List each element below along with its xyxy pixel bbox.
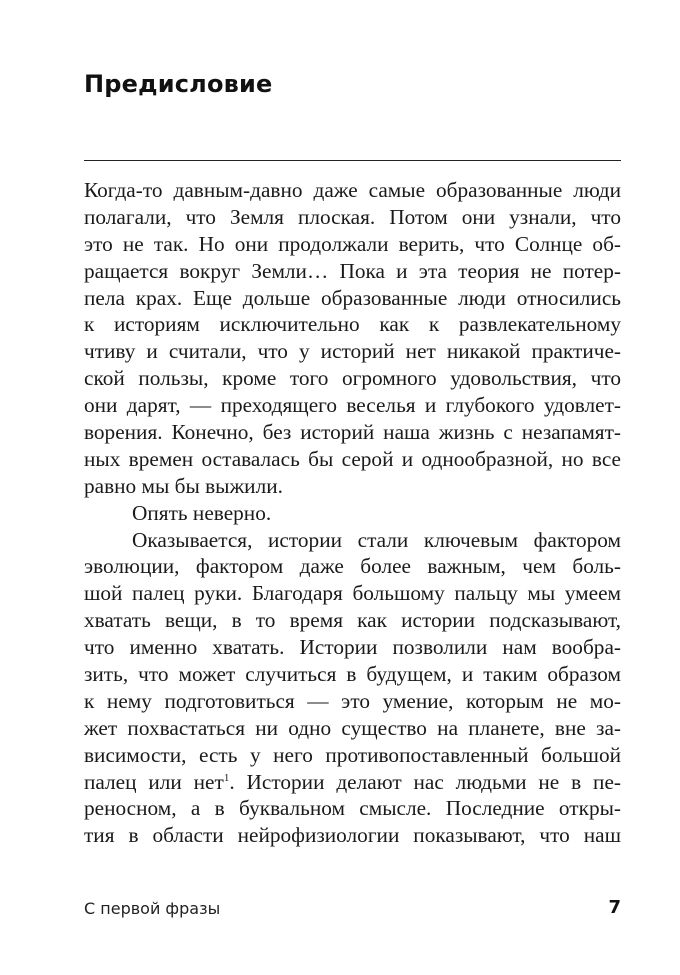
text-line: хватать вещи, в то время как истории подсказывают,	[84, 608, 621, 633]
text-line: равно мы бы выжили.	[84, 473, 283, 498]
text-line: ской пользы, кроме того огромного удовольствия, что	[84, 366, 621, 391]
text-line: это не так. Но они продолжали верить, что Солнце об-	[84, 231, 621, 256]
text-line: ных времен оставалась бы серой и однообразной, но все	[84, 446, 621, 471]
text-line: жет похвастаться ни одно существо на планете, вне за-	[84, 715, 621, 740]
text-line: эволюции, фактором даже более важным, чем боль-	[84, 554, 621, 579]
text-line: Когда-то давным-давно даже самые образованные люди	[84, 178, 621, 202]
page-number: 7	[608, 897, 621, 918]
text-line: зить, что может случиться в будущем, и таким образом	[84, 662, 621, 687]
heading-divider	[84, 160, 621, 161]
text-line: они дарят, — преходящего веселья и глубокого удовлет-	[84, 393, 621, 418]
text-line: к историям исключительно как к развлекательному	[84, 312, 621, 337]
text-line-with-footnote	[84, 769, 621, 796]
text-line: чтиву и считали, что у историй нет никакой практиче-	[84, 339, 621, 364]
text-line: пела крах. Еще дольше образованные люди относились	[84, 285, 621, 310]
text-line: Опять неверно.	[132, 500, 272, 525]
text-fragment: . Истории делают нас людьми не в пе-	[229, 769, 621, 794]
text-line: Оказывается, истории стали ключевым фактором	[132, 527, 621, 552]
text-line: ворения. Конечно, без историй наша жизнь с незапамят-	[84, 420, 621, 445]
text-fragment: палец или нет	[84, 769, 224, 794]
chapter-heading: Предисловие	[84, 70, 273, 98]
text-line: ращается вокруг Земли… Пока и эта теория не потер-	[84, 258, 621, 283]
body-text	[84, 177, 621, 849]
text-line: реносном, а в буквальном смысле. Последние откры-	[84, 796, 621, 821]
text-line: что именно хватать. Истории позволили нам вообра-	[84, 635, 621, 660]
footnote-marker[interactable]: 1	[223, 771, 230, 784]
text-line: полагали, что Земля плоская. Потом они узнали, что	[84, 204, 621, 229]
text-line: шой палец руки. Благодаря большому пальцу мы умеем	[84, 581, 621, 606]
text-line: тия в области нейрофизиологии показывают, что наш	[84, 823, 621, 848]
text-line: к нему подготовиться — это умение, которым не мо-	[84, 688, 621, 713]
running-title: С первой фразы	[84, 899, 221, 918]
text-line: висимости, есть у него противопоставленный большой	[84, 742, 621, 767]
